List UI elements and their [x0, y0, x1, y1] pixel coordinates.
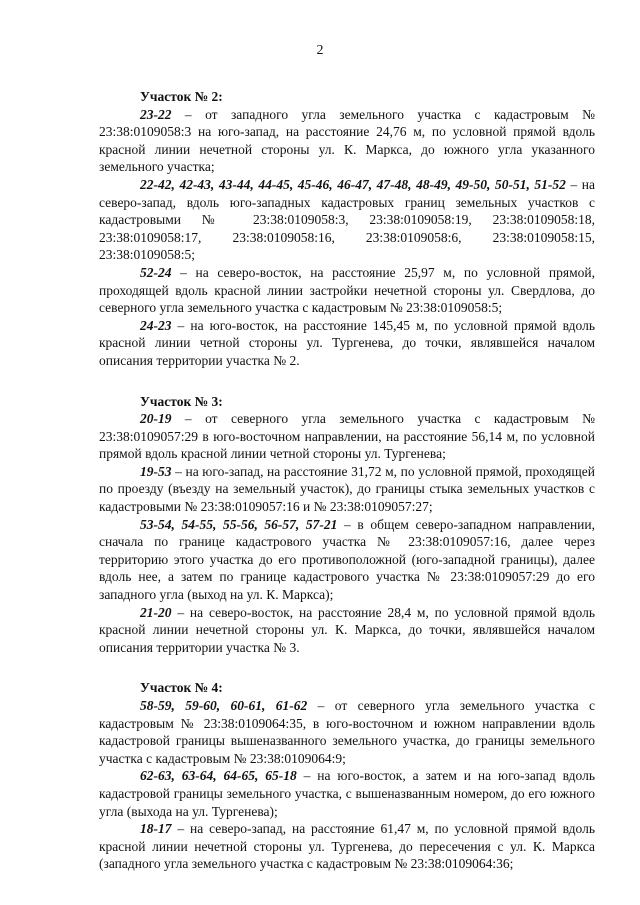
segment-points: 22-42, 42-43, 43-44, 44-45, 45-46, 46-47, 47-48, 48-49, 49-50, 50-51, 51-52 — [140, 176, 566, 192]
section-plot-2 — [99, 88, 595, 370]
section-title: Участок № 3: — [140, 393, 223, 409]
paragraph — [99, 516, 595, 604]
segment-points: 53-54, 54-55, 55-56, 56-57, 57-21 — [140, 516, 338, 532]
paragraph-text: – на северо-запад, на расстояние 61,47 м, по условной прямой вдоль красной линии нечетной стороны ул. Тургенева, до пересечения с ул. К. Маркса (западного угла земельного участка с кадастровым № 23:38:0109064:36; — [99, 821, 595, 872]
paragraph — [99, 767, 595, 820]
segment-points: 20-19 — [140, 411, 172, 427]
paragraph-text: – от северного угла земельного участка с кадастровым № 23:38:0109064:35, в юго-восточном и южном направлении вдоль кадастровой границы вышеназванного земельного участка, до границы земельного участка с кадастровым № 23:38:0109064:9; — [99, 698, 596, 766]
paragraph — [99, 463, 595, 516]
section-title: Участок № 2: — [140, 89, 223, 104]
segment-points: 21-20 — [140, 604, 172, 620]
section-title: Участок № 4: — [140, 680, 223, 696]
section-plot-3 — [99, 393, 595, 657]
segment-points: 62-63, 63-64, 64-65, 65-18 — [140, 768, 297, 784]
document-body — [99, 88, 595, 896]
paragraph — [99, 820, 595, 873]
paragraph-text: – на юго-восток, а затем и на юго-запад вдоль кадастровой границы земельного участка, с вышеназванным номером, до его южного угла (выхода на ул. Тургенева); — [99, 768, 596, 819]
segment-points: 52-24 — [140, 264, 172, 280]
segment-points: 18-17 — [140, 821, 172, 837]
paragraph-text: – на северо-восток, на расстояние 28,4 м, по условной прямой вдоль красной линии нечетной стороны ул. К. Маркса, до точки, являвшейся началом описания территории участка № 3. — [99, 604, 595, 655]
paragraph-text: – на юго-запад, на расстояние 31,72 м, по условной прямой, проходящей по проезду (въезду на земельный участок), до границы стыка земельных участков с кадастровыми № 23:38:0109057:16 и № 23:38:0109057:27; — [99, 463, 595, 515]
paragraph-text: – от северного угла земельного участка с кадастровым № 23:38:0109057:29 в юго-восточном направлении, на расстояние 56,14 м, по условной прямой вдоль красной линии четной стороны ул. Тургенева; — [99, 411, 595, 462]
paragraph — [99, 264, 595, 317]
segment-points: 24-23 — [140, 317, 172, 333]
paragraph-text: – в общем северо-западном направлении, сначала по границе кадастрового участка № 23:38:0109057:16, далее через территорию этого участка до его противоположной (юго-западной границы), далее вдоль нее, а затем по границе кадастрового участка № 23:38:0109057:29 до его западного угла (выход на ул. К. Маркса); — [99, 516, 596, 603]
segment-points: 58-59, 59-60, 60-61, 61-62 — [140, 698, 308, 713]
page-number: 2 — [316, 43, 324, 58]
paragraph — [99, 317, 595, 370]
paragraph-text: – на северо-запад, вдоль юго-западных кадастровых границ земельных участков с кадастровыми № 23:38:0109058:3, 23:38:0109058:19, 23:38:0109058:18, 23:38:0109058:17, 23:38:0109058:16, 23:38:0109058:6, 23:38:0109058:15, 23:38:0109058:5; — [99, 176, 596, 263]
paragraph — [99, 176, 595, 264]
segment-points: 23-22 — [140, 106, 172, 122]
paragraph-text: – на юго-восток, на расстояние 145,45 м, по условной прямой вдоль красной линии четной стороны ул. Тургенева, до точки, являвшейся началом описания территории участка № 2. — [99, 317, 595, 368]
segment-points: 19-53 — [140, 463, 172, 479]
paragraph-text: – от западного угла земельного участка с кадастровым № 23:38:0109058:3 на юго-запад, на расстояние 24,76 м, по условной прямой вдоль красной линии нечетной стороны ул. К. Маркса, до южного угла указанного земельного участка; — [99, 106, 595, 175]
paragraph-text: – на северо-восток, на расстояние 25,97 м, по условной прямой, проходящей вдоль красной линии застройки нечетной стороны ул. Свердлова, до северного угла земельного участка с кадастровым № 23:38:0109058:5; — [99, 264, 595, 316]
section-plot-4 — [99, 679, 595, 873]
paragraph — [99, 697, 595, 767]
paragraph — [99, 410, 595, 463]
paragraph — [99, 106, 595, 176]
paragraph — [99, 604, 595, 657]
